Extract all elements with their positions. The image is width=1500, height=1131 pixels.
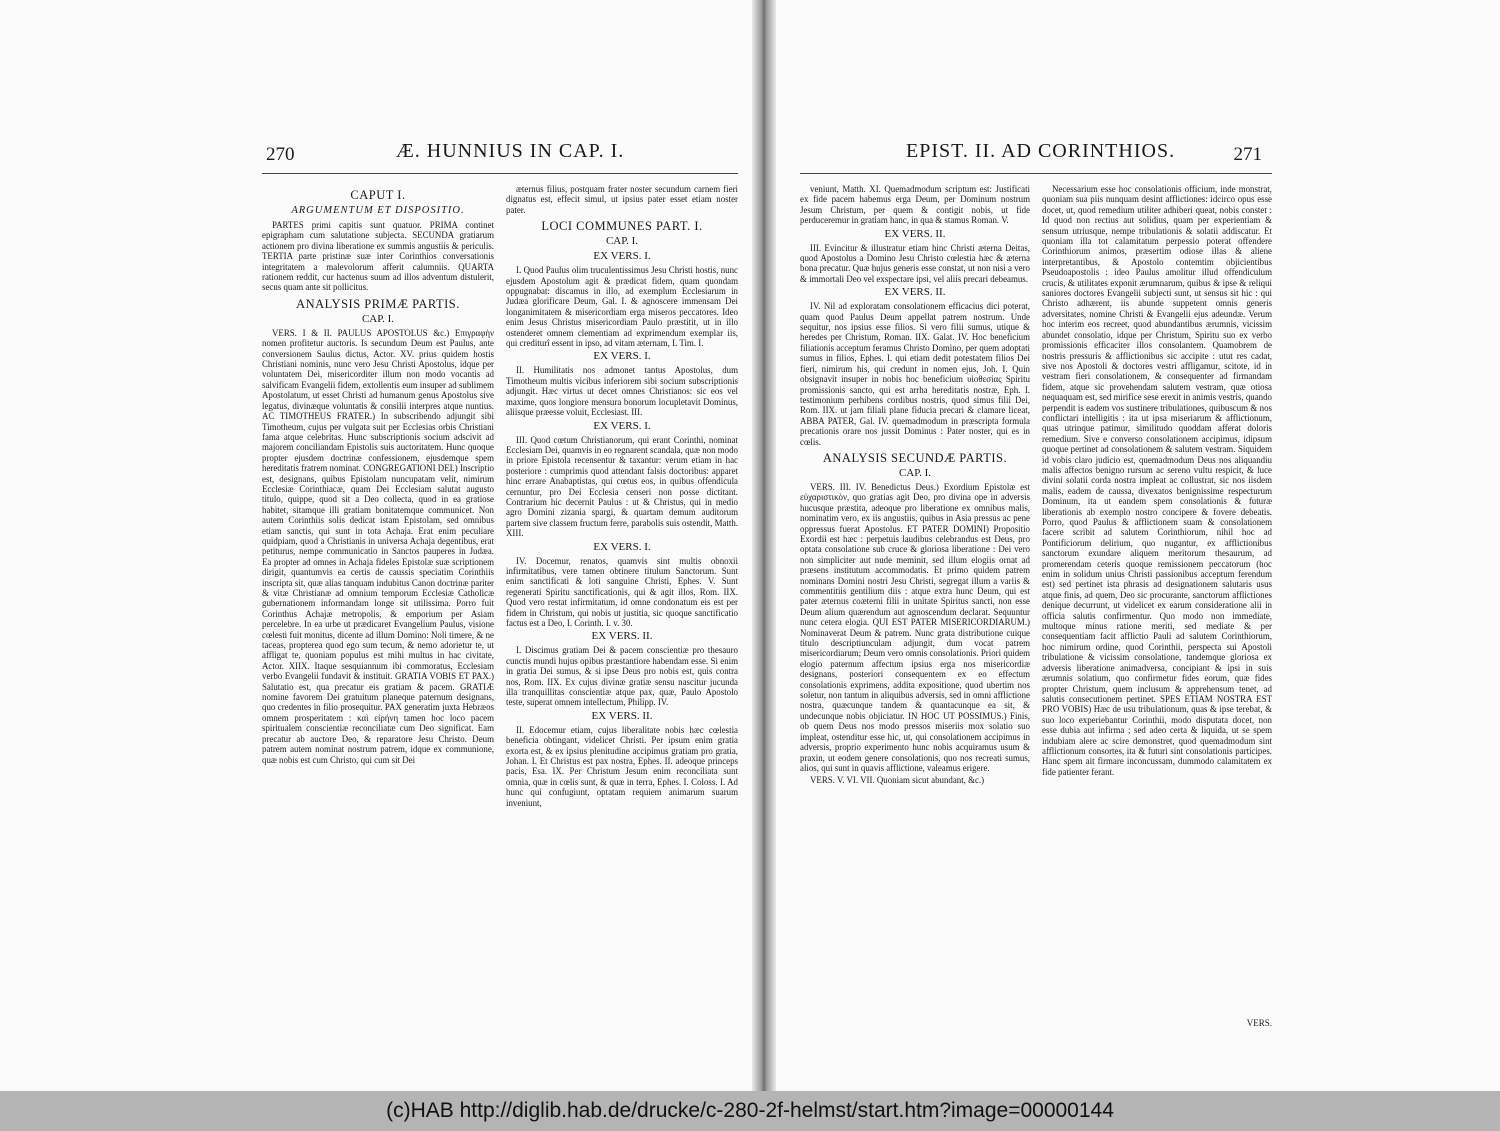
page-number: 271 [1233, 144, 1262, 165]
section-heading: CAPUT I. [350, 188, 406, 202]
paragraph: I. Quod Paulus olim truculentissimus Jesu Christi hostis, nunc ejusdem Apostolum agit & prædicat fidem, quam quondam oppugnabat: discamus in illo, ad exemplum Ecclesiarum in Judæa glorificare Deum, Gal. I. & agnoscere immensam Dei longanimitatem & misericordiam erga miseros peccatores. Ideo enim Jesus Christus misericordiam Paulo præstitit, ut in illo ostenderet omnem clementiam ad exprimendum exemplar iis, qui crediturî essent in ipso, ad vitam æternam, I. Tim. I. [506, 265, 738, 349]
text-column-1 [800, 184, 1030, 1014]
paragraph: III. Evincitur & illustratur etiam hinc Christi æterna Deitas, quod Apostolus a Domino Jesu Christo cœlestia hæc & æterna bona precatur. Quæ hujus generis esse constat, ut non nisi a vero & immortali Deo vel exspectare ipsi, vel aliis precari debeamus. [800, 242, 1030, 284]
paragraph: II. Humilitatis nos admonet tantus Apostolus, dum Timotheum multis vicibus inferiorem sibi socium subscriptionis adjungit. Hæc virtus ut decet omnes Christianos: sic eos vel maxime, quos longiore mensura bonorum locupletavit Dominus, aliisque præesse voluit, Ecclesiast. III. [506, 365, 738, 418]
paragraph: II. Edocemur etiam, cujus liberalitate nobis hæc cœlestia beneficia obtingant, videlicet Christi. Per ipsum enim gratia exorta est, & ex ipsius plenitudine accipimus gratiam pro gratia, Johan. I. Et Christus est pax nostra, Ephes. II. adeoque princeps pacis, Esa. IX. Per Christum Jesum enim reconciliata sunt omnia, quæ in cœlis sunt, & quæ in terra, Ephes. I. Coloss. I. Ad hunc qui confugiunt, optatam requiem animarum suarum inveniunt, [506, 724, 738, 808]
right-page [800, 140, 1272, 1028]
section-heading: CAP. I. [605, 235, 639, 248]
paragraph: VERS. III. IV. Benedictus Deus.) Exordium Epistolæ est εὐχαριστικὸν, quo gratias agit Deo, pro divina ope in adversis hucusque præstita, adeoque pro liberatione ex omnibus malis, nominatim vero, ex iis angustiis, quibus in Asia pressus ac pene oppressus fuerat Apostolus. ET PATER DOMINI) Propositio Exordii est hæc : perpetuis laudibus celebrandus est Deus, pro optata consolatione sub cruce & gloriosa liberatione : Dei vero non simpliciter aut nude meminit, sed illum elogiis ornat ad præsens institutum accommodatis. Et primo quidem patrem nominans Domini nostri Jesu Christi, segregat illum a variis & commentitiis gentilium diis : atque extra hunc Deum, qui est pater æternus coæterni filii in unitate Spiritus sancti, non esse Deum alium quærendum aut agnoscendum declarat. Sequuntur nunc cetera elogia. QUI EST PATER MISERICORDIARUM.) Nominaverat Deum & patrem. Nunc grata distributione cuique titulo descriptiunculam adjungit, dum vocat patrem misericordiarum; Deum vero omnis consolationis. Priori quidem elogio paternum affectum ipsius erga nos misericordiæ designans, posteriori consequentem ex eo effectum consolationis exprimens, addita expositione, quod ubertim nos soletur, non tantum in aliquibus adversis, sed in omni afflictione nostra, quæcunque tandem & quantacunque ea sit, & undecunque nobis objiciatur. IN HOC UT POSSIMUS.) Finis, ob quem Deus nos modo pressos miseriis mox solatio suo impleat, ostenditur esse hic, ut, qui consolationem accipimus in adversis, proprio experimento hunc nobis acquiramus usum & praxin, ut eodem genere consolationis, quo nos recreati sumus, alios, qui sunt in quavis afflictione, valeamus erigere. [800, 481, 1030, 773]
paragraph: Necessarium esse hoc consolationis officium, inde monstrat, quoniam sua piis nunquam desint afflictiones: idcirco opus esse docet, ut, quod remedium utiliter adhiberi queat, nobis constet : Id quod non rectius aut solidius, quam per experientiam & sensum utriusque, nempe tribulationis & solatii addiscatur. Et quoniam illa tot calamitatum perpessio poterat offendere Corinthiorum animos, præsertim odiose illas & aliene interpretantibus, & Apostolo contemtim objicientibus Pseudoapostolis : ideo Paulus amolitur illud offendiculum crucis, & utilitates exponit ærumnarum, quibus & ipse & reliqui saniores doctores Evangelii subjecti sunt, ut sensus sit hic : qui Christo adhærent, iis abunde suppetent omnis generis adversitates, nomine Christi & Evangelii ejus adeundæ. Verum hoc interim eos recreet, quod abundantibus ærumnis, vicissim abundet consolatio, idque per Christum, Spiritu suo ex verbo promissionis efficaciter illos consolantem. Quamobrem de nostris pressuris & afflictionibus sic accipite : utut res cadat, sive nos Apostoli & doctores vestri affligamur, scitote, id in vestram fieri consolationem, & consequenter ad firmandam fidem, atque sic provehendam salutem vestram, quæ otiosa nequaquam est, sed mirifice sese erexit in animis vestris, quando perpendit is eadem vos sustinere tribulationes, quibuscum & nos conflictari intelligitis : ita ut ipsa miseriarum & afflictionum, quas utrinque patimur, similitudo quoddam afferat doloris remedium. Sive e converso consolationem accipimus, idipsum quoque pertinet ad consolationem & salutem vestram. Siquidem id vobis claro judicio est, quemadmodum Deus nos aliquandiu malis affectos benigno rursum ac sereno vultu respicit, & luce divini solatii corda nostra impleat ac collustrat, sic nos iisdem malis, eadem de caussa, divexatos benignissime respecturum Dominum, ita ut eandem spem consolationis & futuræ liberationis ab exemplo nostro concipere & fovere debeatis. Porro, quod Paulus & afflictionem suam & consolationem facere scribit ad salutem Corinthiorum, nihil hoc ad Pontificiorum delirium, quo nugantur, ex afflictionibus sanctorum exundare aliquem meritorum thesaurum, ad promerendam ceteris quoque remissionem peccatorum (hoc enim in solidum unius Christi passionibus acceptum ferendum est) sed pertinet ista phrasis ad designationem salutaris usus atque finis, ad quem, Deo sic procurante, sanctorum afflictiones denique decurrunt, ut videlicet ex earum consideratione alii in officia salutis confirmentur. Quo modo non immediate, multoque minus ratione meriti, sed mediate & per consequentiam facit afflictio Pauli ad salutem Corinthiorum, hoc nimirum ordine, quod Corinthii, perspecta sui Apostoli tribulatione & vicissim consolatione, tandemque gloriosa ex adversis liberatione animadversa, concipiant & ipsi in suis ærumnis solatium, quo confirmetur fides eorum, quæ fides propter Christum, quem inclusum & apprehensum tenet, ad salutis consecutionem pertinet. SPES ETIAM NOSTRA EST PRO VOBIS) Hæc de usu tribulationum, quas & ipse terebat, & suo loco experiebantur Corinthii, modo disputata docet, non esse dubia aut infirma ; sed adeo certa & liquida, ut se spem indubiam alere ac scire demonstret, quod quemadmodum sint afflictionum consortes, ita & futuri sint consolationis participes. Hanc spem ait firmare inconcussam, dummodo calamitatem ex fide patienter ferant. [1042, 184, 1272, 777]
paragraph: veniunt, Matth. XI. Quemadmodum scriptum est: Justificati ex fide pacem habemus erga Deum, per Dominum nostrum Jesum Christum, per quem & contigit nobis, ut fide perduceremur in gratiam hanc, in qua & stamus Roman. V. [800, 184, 1030, 226]
running-head-title: Æ. HUNNIUS IN CAP. I. [396, 140, 625, 162]
section-heading: EX VERS. I. [593, 350, 651, 363]
paragraph: VERS. I & II. PAULUS APOSTOLUS &c.) Επιγραφὴν nomen profitetur auctoris. Is secundum Deum est Paulus, ante conversionem Saulus dictus, Actor. XV. prius quidem hostis Christiani nominis, nunc vero Jesu Christi Apostolus, idque per voluntatem Dei, misericorditer illum non modo vocantis ad salvificam Evangelii fidem, extollentis eum insuper ad sublimem Apostolatum, ut esset Christi ad humanum genus Apostolus sive legatus, divinæque voluntatis & consilii interpres atque nuntius. AC TIMOTHEUS FRATER.) In subscribendo adjungit sibi Timotheum, cujus per vulgata suit per Ecclesias orbis Christiani fama atque celebritas. Hunc subscriptionis socium adscivit ad majorem conciliandam Epistolis suis auctoritatem. Hunc quoque propter ejusdem doctrinæ confessionem, ejusdemque spem hereditatis fratrem nominat. CONGREGATIONI DEI.) Inscriptio est, designans, quibus Epistolam nuncupatam velit, nimirum Ecclesiæ Corinthiacæ, quam Dei Ecclesiam salutat augusto titulo, quippe, quod sit a Deo collecta, quod in ea gratiose habitet, sitamque illi gratiam bonitatemque communicet. Non autem Corinthiis solis dedicat istam Epistolam, sed omnibus etiam sanctis, qui sunt in tota Achaja. Erat enim peculiare quidpiam, quod a Christianis in universa Achaja degentibus, erat petiturus, nempe communicatio in Sanctos pauperes in Judæa. Ea propter ad omnes in Achaja fideles Epistolæ suæ scriptionem dirigit, quantumvis ea certis de caussis speciatim Corinthiis inscripta sit, quæ alias tanquam indubitus Canon doctrinæ pariter & vitæ Christianæ ad omnium temporum Ecclesiæ Catholicæ gubernationem informandam longe sit utilissima. Porro fuit Corinthus Achajæ metropolis, & emporium per Asiam percelebre. In ea urbe ut prædicaret Evangelium Paulus, visione cœlesti fuit monitus, dicente ad illum Domino: Noli timere, & ne taceas, propterea quod ego sum tecum, & nemo adorietur te, ut affligat te, quoniam populus est mihi multus in hac civitate, Actor. XIIX. Itaque sesquiannum ibi commoratus, Ecclesiam verbo Evangelii fundavit & instituit. GRATIA VOBIS ET PAX.) Salutatio est, qua precatur eis gratiam & pacem. GRATIÆ nomine favorem Dei gratuitum planeque paternum designans, quo credentes in filio prosequitur. PAX generatim juxta Hebræos omnem prosperitatem : καὶ εἰρήνη tamen hoc loco pacem spiritualem conscientiæ reconciliatæ cum Deo significat. Eam precatur ab auctore Deo, & reparatore Jesu Christo. Deum patrem autem nominat nostrum patrem, idque ex communione, quæ nobis est cum Christo, qui cum sit Dei [262, 327, 494, 765]
source-footer [0, 1091, 1500, 1131]
left-page [262, 140, 738, 1014]
section-heading: CAP. I. [898, 466, 932, 479]
section-heading: EX VERS. I. [593, 419, 651, 432]
running-head [262, 140, 738, 174]
page-number: 270 [266, 144, 295, 165]
paragraph: IV. Nil ad exploratam consolationem efficacius dici poterat, quam quod Paulus Deum appellat patrem nostrum. Unde sequitur, nos ipsius esse filios. Si vero filii sumus, utique & heredes per Christum, Roman. IIX. Galat. IV. Hoc beneficium filiationis acceptum feramus Christo Domino, per quem adoptati sumus in filios, Ephes. I. qui etiam dedit potestatem filios Dei fieri, nimirum his, qui credunt in nomen ejus, Joh. I. Quin obsignavit insuper in nobis hoc beneficium υἱοθεσίας Spiritu promissionis sancto, qui est arrha hereditatis nostræ, Eph. I. testimonium perhibens cordibus nostris, quod simus filii Dei, Rom. IIX. ut jam filiali plane fiducia precari & clamare liceat, ABBA PATER, Gal. IV. quemadmodum in præscripta formula precationis orare nos jussit Dominus : Pater noster, qui es in cœlis. [800, 301, 1030, 447]
section-heading: EX VERS. I. [593, 540, 651, 553]
paragraph: VERS. V. VI. VII. Quoniam sicut abundant, &c.) [810, 775, 985, 786]
section-heading: CAP. I. [361, 312, 395, 325]
section-heading: EX VERS. II. [884, 227, 946, 240]
text-column-2 [1042, 184, 1272, 1014]
section-heading: ANALYSIS SECUNDÆ PARTIS. [822, 450, 1008, 465]
section-heading: EX VERS. II. [591, 709, 653, 722]
section-heading: ARGUMENTUM ET DISPOSITIO. [291, 205, 465, 216]
catchword: VERS. [1246, 1018, 1272, 1028]
text-column-1 [262, 184, 494, 1014]
section-heading: EX VERS. II. [884, 286, 946, 299]
paragraph: IV. Docemur, renatos, quamvis sint multis obnoxii infirmitatibus, vere tamen obtinere titulum Sanctorum. Sunt enim sanctificati & loti sanguine Christi, Ephes. V. Sunt regenerati Spiritu sanctificationis, qui & agit illos, Rom. IIX. Quod vero restat infirmitatum, id omne condonatum eis est per fidem in Christum, qui nobis ut justitia, sic quoque sanctificatio factus est a Deo, I. Corinth. I. v. 30. [506, 555, 738, 628]
paragraph: III. Quod cœtum Christianorum, qui erant Corinthi, nominat Ecclesiam Dei, quamvis in eo regnarent scandala, quæ non modo in priore Epistola recensentur & taxantur: verum etiam in hac posteriore : cumprimis quod attendant falsis doctoribus: apparet hinc errare Anabaptistas, qui cœtus eos, in quibus offendicula cernuntur, pro Dei Ecclesia censeri non posse dictitant. Contrarium hic decernit Paulus : ut & Christus, qui in medio agro Domini zizania spargi, & quartam demum auditorum partem sive classem fructum ferre, parabolis suis ostendit, Matth. XIII. [506, 434, 738, 539]
paragraph: æternus filius, postquam frater noster secundum carnem fieri dignatus est, effecit simul, ut ipsius pater esset etiam noster pater. [506, 184, 738, 215]
section-heading: ANALYSIS PRIMÆ PARTIS. [296, 296, 460, 311]
source-url: (c)HAB http://diglib.hab.de/drucke/c-280-2f-helmst/start.htm?image=00000144 [386, 1099, 1114, 1122]
paragraph: PARTES primi capitis sunt quatuor. PRIMA continet epigrapham cum salutatione subjecta. SECUNDA gratiarum actionem pro divina liberatione ex summis angustiis & periculis. TERTIA parte pristinæ suæ inter Corinthios conversationis integritatem a malevolorum afferit calumniis. QUARTA rationem reddit, cur hactenus suum ad illos adventum distulerit, secus quam ante sit pollicitus. [262, 220, 494, 293]
running-head [800, 140, 1272, 174]
section-heading: EX VERS. I. [593, 250, 651, 263]
paragraph: I. Discimus gratiam Dei & pacem conscientiæ pro thesauro cunctis mundi hujus opibus præstantiore habendam esse. Si enim in gratia Dei sumus, & si ipse Deus pro nobis est, quis contra nos, Rom. IIX. Ex cujus divinæ gratiæ sensu nascitur jucunda illa tranquillitas conscientiæ atque pax, quæ, Paulo Apostolo teste, superat omnem intellectum, Philipp. IV. [506, 645, 738, 708]
running-head-title: EPIST. II. AD CORINTHIOS. [906, 140, 1176, 162]
section-heading: EX VERS. II. [591, 630, 653, 643]
book-gutter [752, 0, 776, 1091]
text-column-2 [506, 184, 738, 1014]
section-heading: LOCI COMMUNES PART. I. [541, 219, 703, 234]
